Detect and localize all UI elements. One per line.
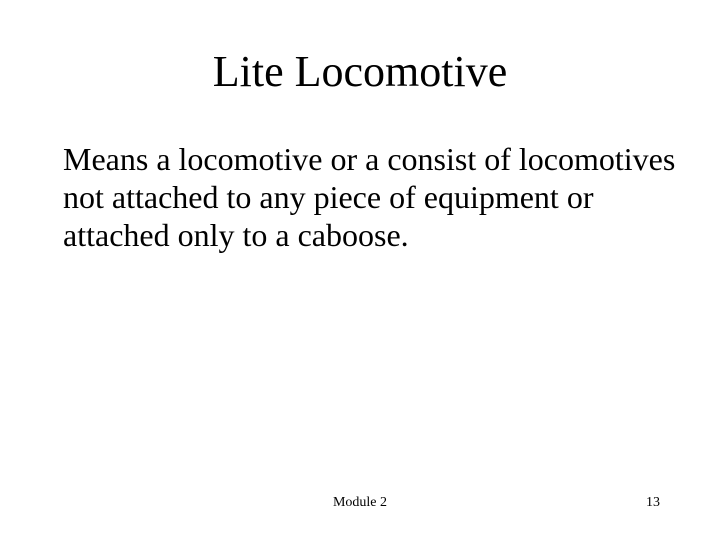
slide-title: Lite Locomotive: [212, 47, 508, 96]
slide-body-text: Means a locomotive or a consist of locomotives not attached to any piece of equipment or attached only to a caboose.: [63, 141, 676, 253]
footer-module-label: Module 2: [332, 495, 388, 510]
slide-page-number: 13: [646, 495, 660, 510]
